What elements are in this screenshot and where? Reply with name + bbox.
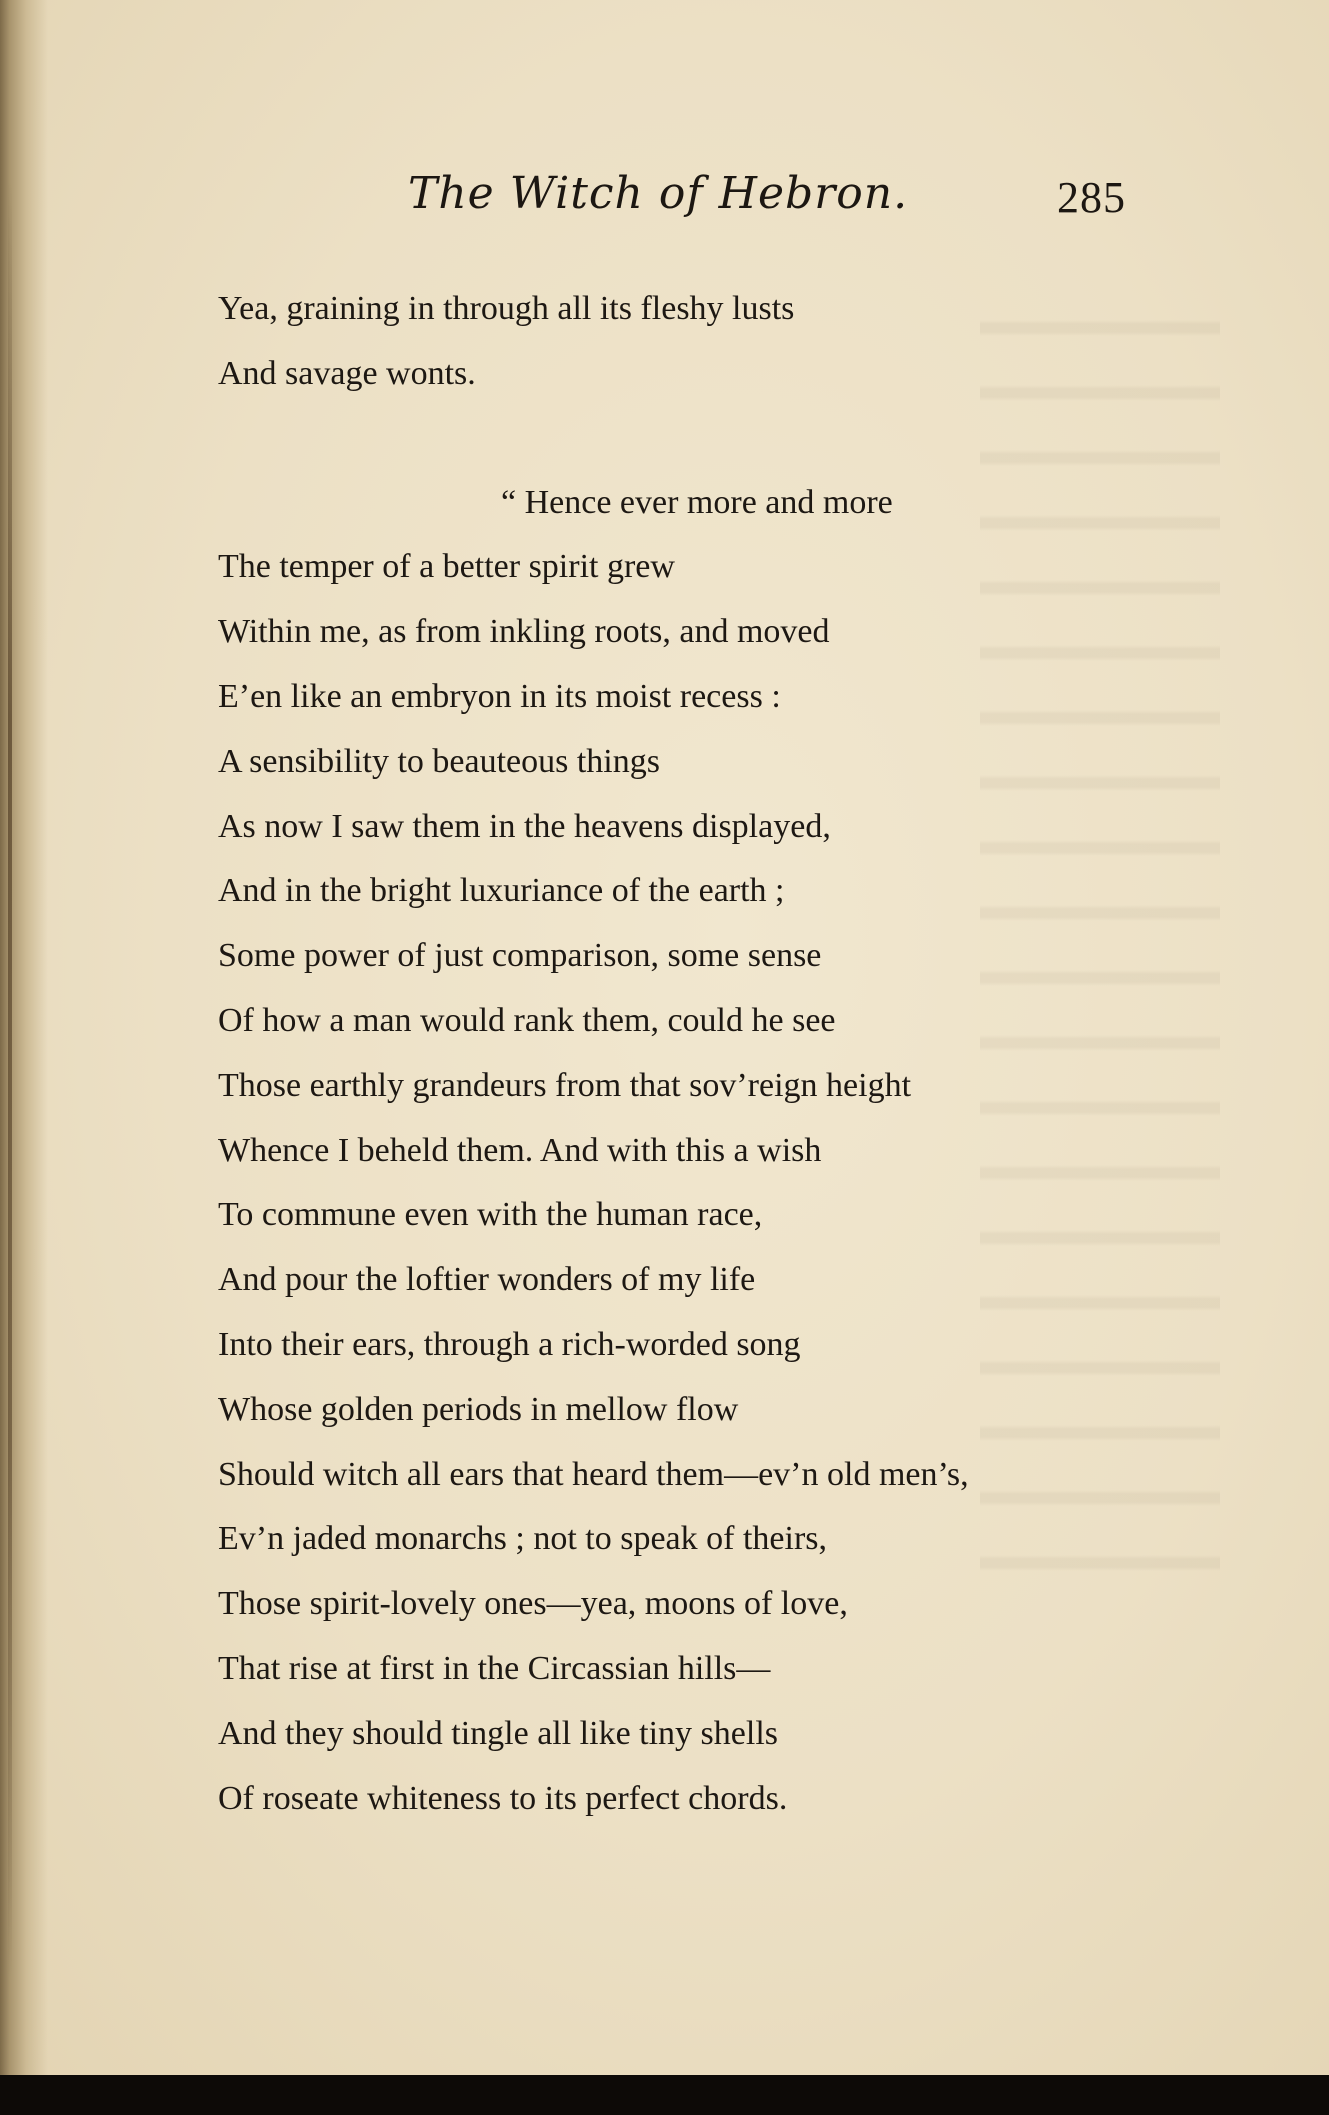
- verse-line: Of how a man would rank them, could he see: [218, 1001, 836, 1039]
- page-number: 285: [1057, 173, 1126, 222]
- verse-line: Those earthly grandeurs from that sov’reign height: [218, 1066, 912, 1104]
- verse-line: To commune even with the human race,: [218, 1196, 763, 1234]
- verse-line: That rise at first in the Circassian hills—: [218, 1649, 771, 1687]
- verse-line: And they should tingle all like tiny shells: [218, 1714, 779, 1752]
- verse-line-indented: “ Hence ever more and more: [501, 483, 893, 521]
- verse-line: Into their ears, through a rich-worded song: [218, 1325, 801, 1363]
- verse-line: And pour the loftier wonders of my life: [218, 1261, 756, 1299]
- verse-line: And in the bright luxuriance of the earth ;: [218, 872, 785, 910]
- verse-line: Those spirit-lovely ones—yea, moons of love,: [218, 1585, 848, 1623]
- verse-line: Some power of just comparison, some sense: [218, 937, 822, 975]
- verse-line: Ev’n jaded monarchs ; not to speak of theirs,: [218, 1520, 828, 1558]
- verse-line: Should witch all ears that heard them—ev’n old men’s,: [218, 1455, 969, 1493]
- verse-line: E’en like an embryon in its moist recess :: [218, 677, 781, 715]
- running-title: The Witch of Hebron.: [408, 168, 909, 219]
- verse-line: A sensibility to beauteous things: [218, 742, 660, 780]
- stanza-break: [218, 407, 1178, 471]
- verse-line: Whose golden periods in mellow flow: [218, 1390, 739, 1428]
- binding-shadow: [8, 180, 12, 1980]
- verse-line: Of roseate whiteness to its perfect chords.: [218, 1779, 788, 1817]
- verse-line: Within me, as from inkling roots, and moved: [218, 613, 830, 651]
- verse-body: [218, 277, 1178, 1831]
- running-head: [0, 168, 1329, 228]
- scan-bottom-edge: [0, 2075, 1329, 2115]
- verse-line: Yea, graining in through all its fleshy lusts: [218, 290, 795, 327]
- verse-line: As now I saw them in the heavens displayed,: [218, 807, 831, 845]
- verse-line: And savage wonts.: [218, 354, 476, 392]
- verse-line: Whence I beheld them. And with this a wish: [218, 1131, 822, 1169]
- verse-line: The temper of a better spirit grew: [218, 548, 675, 586]
